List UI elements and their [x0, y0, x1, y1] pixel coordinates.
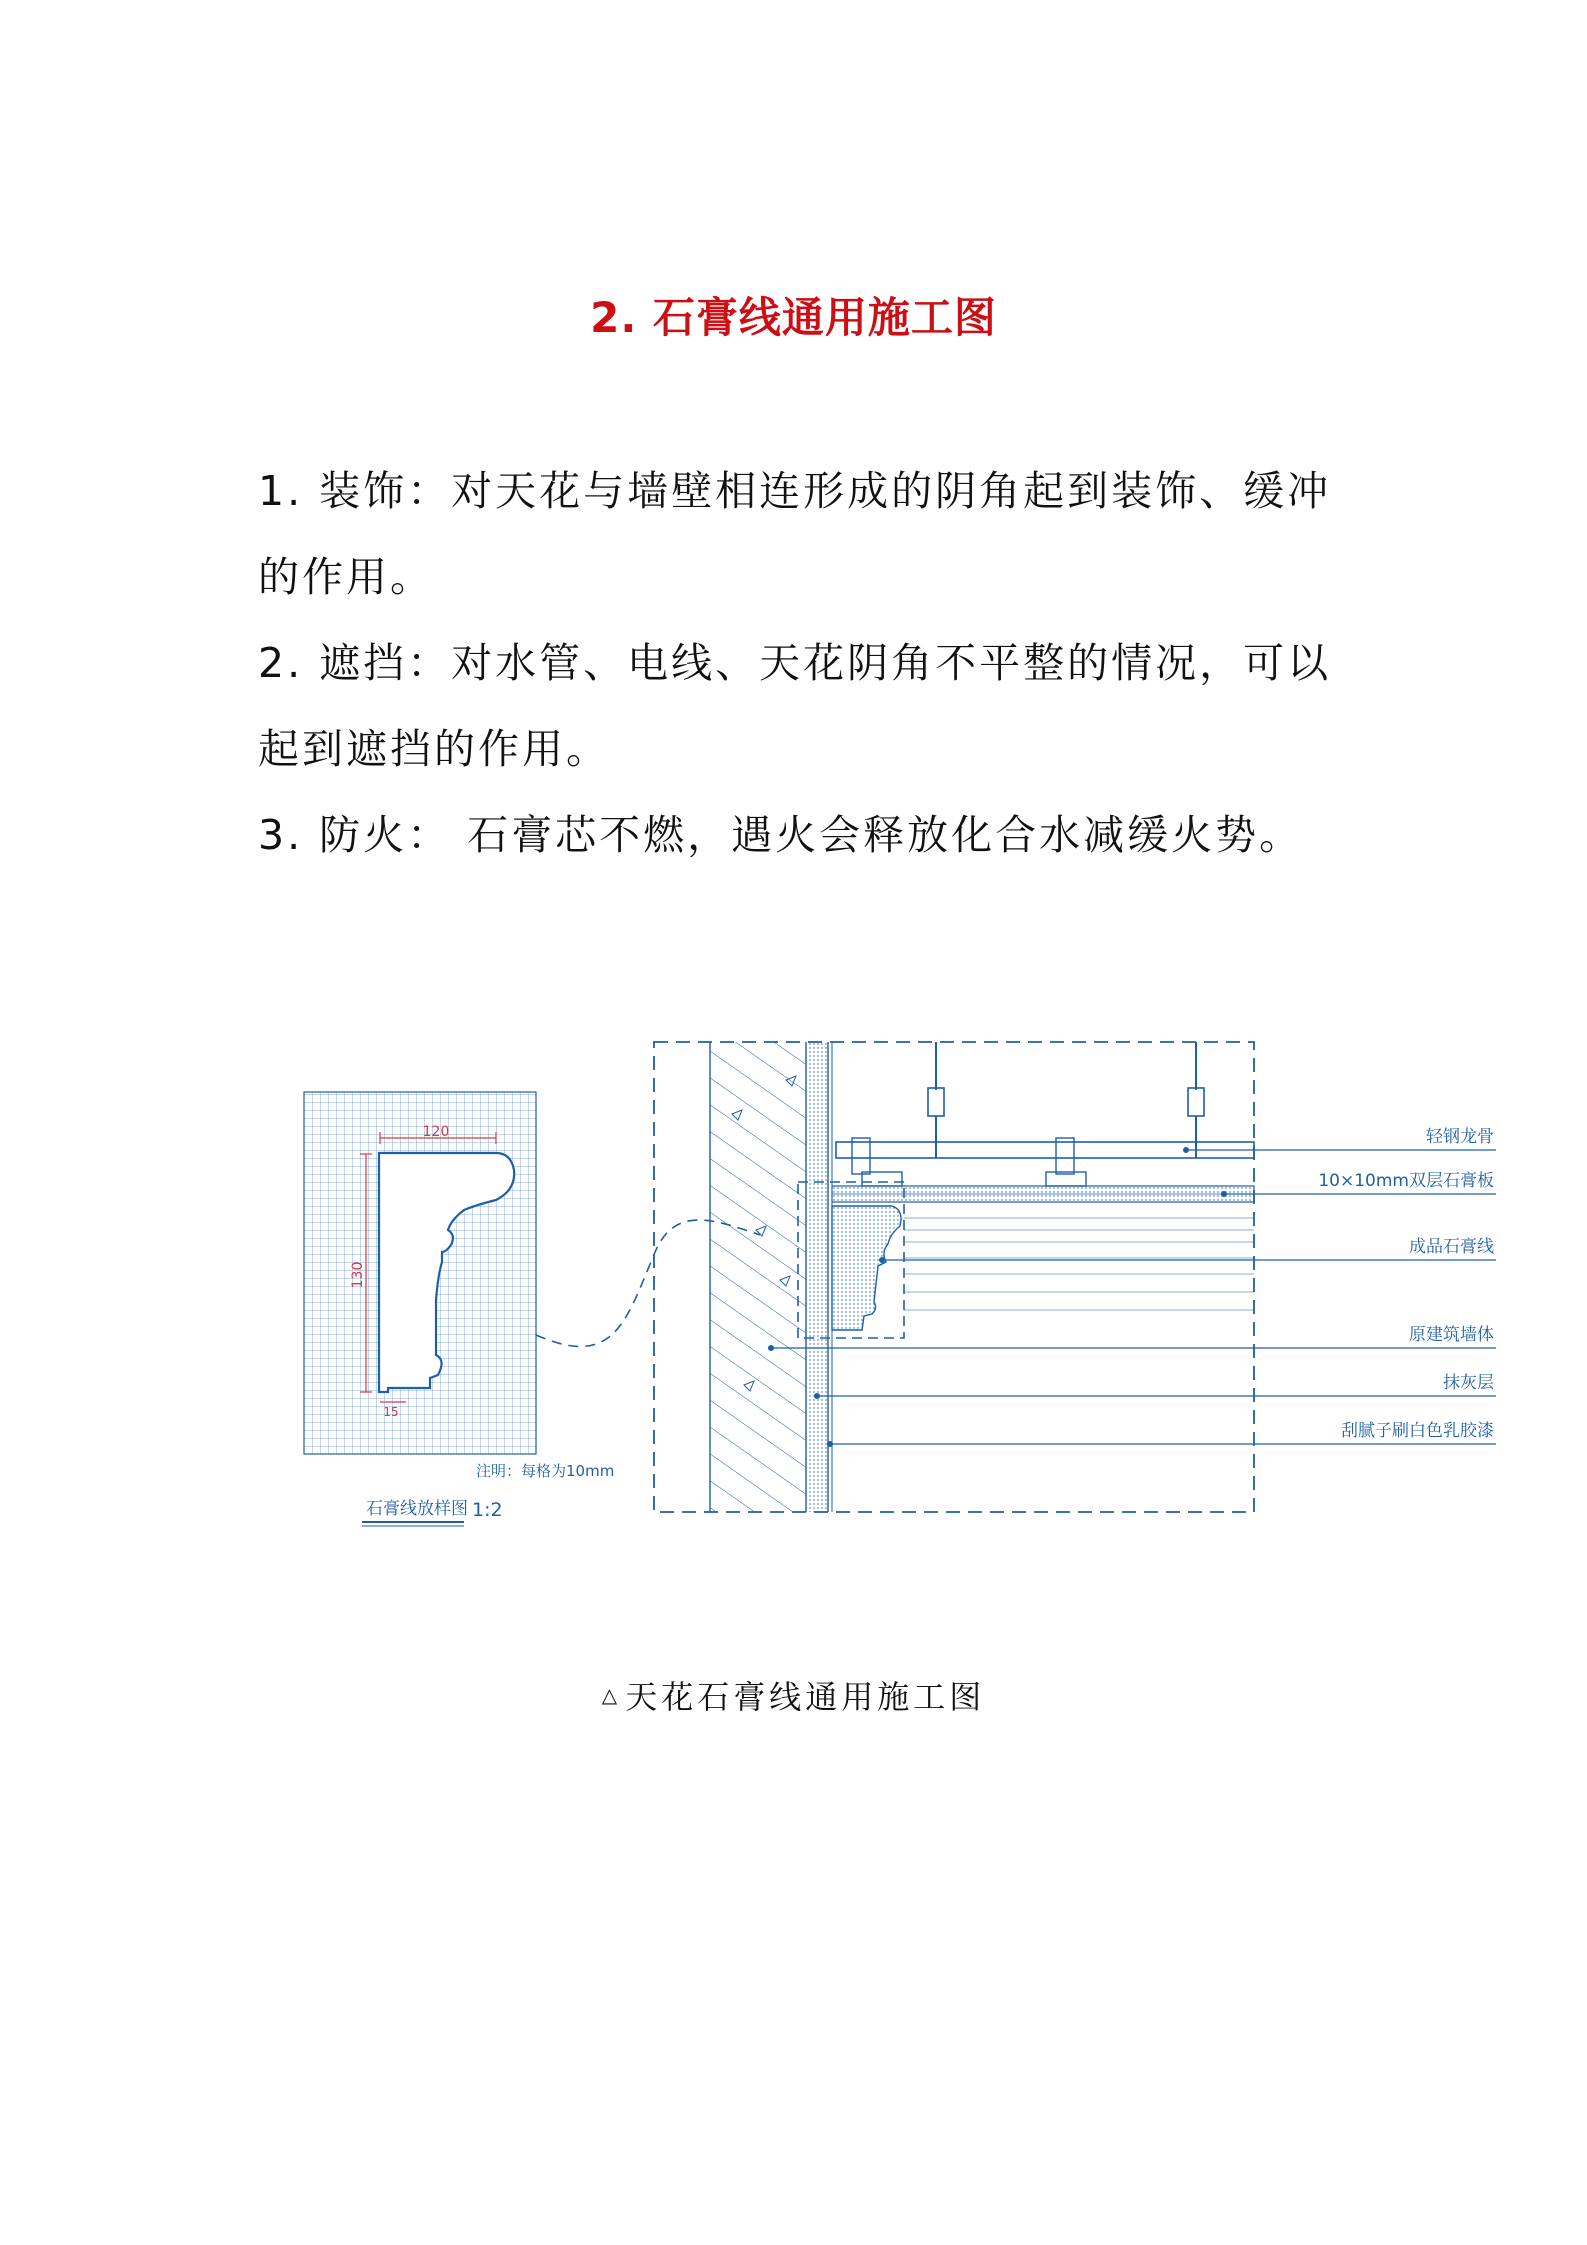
section-detail [654, 1042, 1254, 1512]
profile-panel [304, 1092, 536, 1454]
paragraph-2: 2. 遮挡：对水管、电线、天花阴角不平整的情况，可以起到遮挡的作用。 [258, 639, 1332, 773]
dim-height: 130 [350, 1261, 366, 1289]
page-title: 2. 石膏线通用施工图 [590, 293, 997, 342]
leader-labels [768, 1127, 1496, 1447]
body-text [258, 448, 1358, 878]
label-cornice: 成品石膏线 [1409, 1237, 1494, 1257]
label-plaster: 抹灰层 [1443, 1373, 1494, 1393]
triangle-icon: △ [601, 1683, 622, 1707]
profile-caption: 石膏线放样图 [366, 1499, 468, 1519]
label-putty-paint: 刮腻子刷白色乳胶漆 [1341, 1421, 1494, 1441]
dim-bottom: 15 [383, 1405, 399, 1419]
cornice-section [832, 1206, 901, 1330]
label-wall: 原建筑墙体 [1409, 1325, 1494, 1345]
caption-text: 天花石膏线通用施工图 [625, 1678, 986, 1716]
paragraph-1: 1. 装饰：对天花与墙壁相连形成的阴角起到装饰、缓冲的作用。 [258, 467, 1332, 601]
label-gypsum-board: 10×10mm双层石膏板 [1318, 1171, 1494, 1191]
construction-drawing [296, 1030, 1496, 1560]
figure-caption [0, 1672, 1587, 1718]
grid-note: 注明：每格为10mm [476, 1462, 615, 1480]
profile-scale: 1:2 [472, 1499, 503, 1521]
dim-width: 120 [422, 1124, 450, 1140]
label-steel-keel: 轻钢龙骨 [1426, 1127, 1494, 1147]
paragraph-3: 3. 防火： 石膏芯不燃，遇火会释放化合水减缓火势。 [258, 811, 1304, 859]
